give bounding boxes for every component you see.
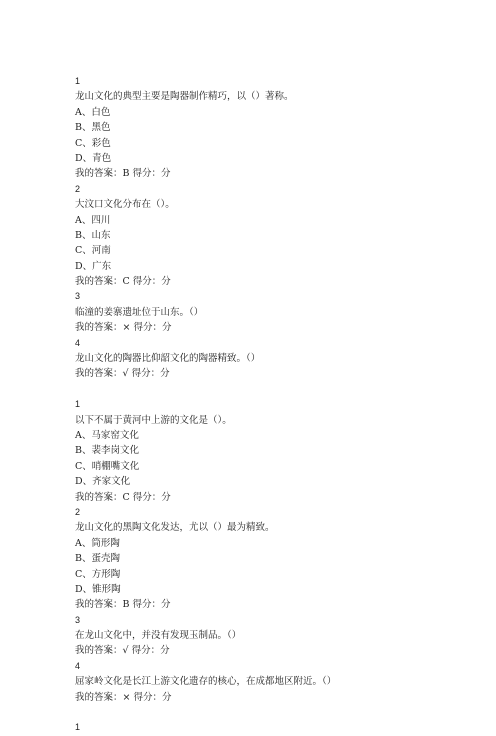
answer-line: 我的答案：× 得分：分 bbox=[75, 322, 172, 334]
question-section bbox=[75, 397, 475, 705]
question-option: D、青色 bbox=[75, 152, 112, 164]
question-item bbox=[75, 720, 475, 735]
question-item bbox=[75, 74, 475, 182]
question-option: B、山东 bbox=[75, 229, 111, 241]
question-item bbox=[75, 336, 475, 382]
answer-line: 我的答案：B 得分：分 bbox=[75, 168, 171, 180]
question-option: A、筒形陶 bbox=[75, 537, 120, 549]
answer-line: 我的答案：√ 得分：分 bbox=[75, 645, 170, 657]
question-item bbox=[75, 289, 475, 335]
question-number: 2 bbox=[75, 183, 81, 194]
question-option: C、方形陶 bbox=[75, 568, 121, 580]
question-item bbox=[75, 659, 475, 705]
question-text: 龙山文化的典型主要是陶器制作精巧，以（）著称。 bbox=[75, 91, 294, 103]
question-text: 屈家岭文化是长江上游文化遗存的核心，在成都地区附近。（） bbox=[75, 676, 337, 688]
question-number: 3 bbox=[75, 614, 81, 625]
question-option: D、广东 bbox=[75, 260, 112, 272]
question-text: 龙山文化的黑陶文化发达，尤以（）最为精致。 bbox=[75, 522, 275, 534]
question-number: 4 bbox=[75, 337, 81, 348]
question-option: C、哨棚嘴文化 bbox=[75, 460, 140, 472]
question-option: B、黑色 bbox=[75, 122, 111, 134]
question-section bbox=[75, 74, 475, 382]
question-option: C、彩色 bbox=[75, 137, 111, 149]
question-text: 龙山文化的陶器比仰韶文化的陶器精致。（） bbox=[75, 353, 261, 365]
question-section bbox=[75, 720, 475, 735]
question-option: A、白色 bbox=[75, 106, 111, 118]
answer-line: 我的答案：C 得分：分 bbox=[75, 276, 171, 288]
section-gap bbox=[75, 382, 475, 397]
question-text: 大汶口文化分布在（）。 bbox=[75, 199, 175, 211]
section-gap bbox=[75, 705, 475, 720]
question-option: A、四川 bbox=[75, 214, 111, 226]
question-item bbox=[75, 182, 475, 290]
question-number: 2 bbox=[75, 506, 81, 517]
answer-line: 我的答案：√ 得分：分 bbox=[75, 368, 170, 380]
question-text: 以下不属于黄河中上游的文化是（）。 bbox=[75, 414, 232, 426]
answer-line: 我的答案：C 得分：分 bbox=[75, 491, 171, 503]
question-option: A、马家窑文化 bbox=[75, 429, 139, 441]
answer-line: 我的答案：× 得分：分 bbox=[75, 691, 172, 703]
question-item bbox=[75, 397, 475, 505]
question-item bbox=[75, 613, 475, 659]
question-number: 4 bbox=[75, 660, 81, 671]
question-number: 1 bbox=[75, 399, 81, 410]
question-text: 在龙山文化中，并没有发现玉制品。（） bbox=[75, 630, 242, 642]
question-option: D、齐家文化 bbox=[75, 476, 131, 488]
document-page bbox=[75, 74, 475, 736]
question-item bbox=[75, 505, 475, 613]
question-option: B、裴李岗文化 bbox=[75, 445, 139, 457]
question-option: C、河南 bbox=[75, 245, 111, 257]
question-number: 1 bbox=[75, 76, 81, 86]
question-option: D、锥形陶 bbox=[75, 583, 121, 595]
question-text: 临潼的姜寨遗址位于山东。（） bbox=[75, 306, 204, 318]
question-option: B、蛋壳陶 bbox=[75, 553, 120, 565]
answer-line: 我的答案：B 得分：分 bbox=[75, 599, 171, 611]
question-number: 1 bbox=[75, 722, 81, 733]
question-number: 3 bbox=[75, 291, 81, 302]
